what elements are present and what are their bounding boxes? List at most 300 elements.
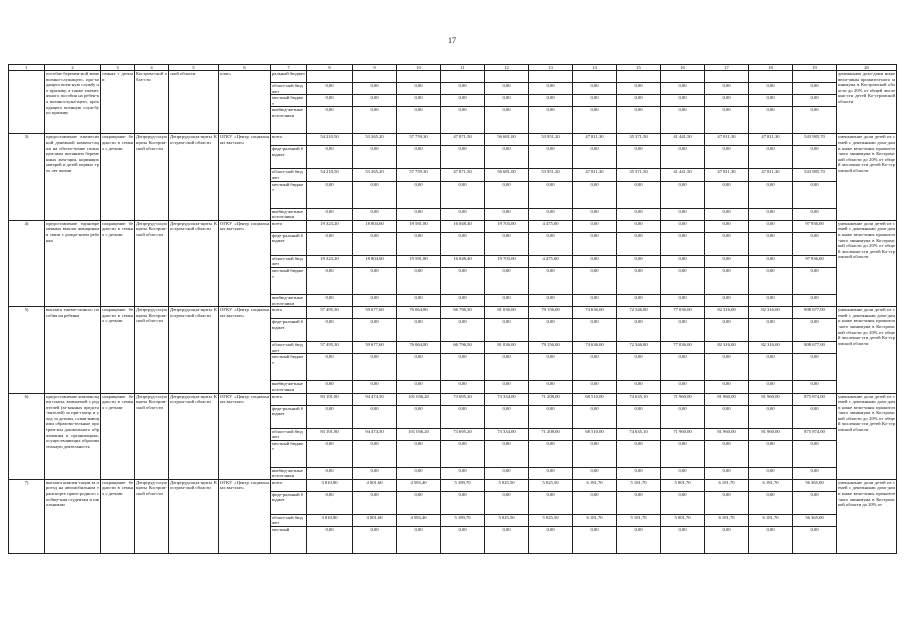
executor: Депртрудсоцза-щиты Костром-ской области (169, 479, 219, 553)
page-number: 17 (448, 36, 456, 45)
amount-cell: 19 581,80 (397, 220, 441, 232)
amount-cell: 0,00 (353, 208, 397, 220)
amount-cell: 0,00 (573, 181, 617, 208)
amount-cell: 0,00 (793, 267, 837, 294)
amount-cell: 0,00 (353, 294, 397, 306)
amount-cell: 5 025,50 (529, 514, 573, 526)
amount-cell (617, 71, 661, 83)
funding-source: местный бюджет (271, 267, 307, 294)
amount-cell: 53 951,20 (529, 169, 573, 181)
amount-cell: 0,00 (397, 267, 441, 294)
amount-cell: 0,00 (441, 491, 485, 514)
amount-cell: 0,00 (353, 95, 397, 107)
amount-cell: 0,00 (529, 95, 573, 107)
amount-cell: 74 635,10 (617, 393, 661, 405)
amount-cell: 0,00 (573, 267, 617, 294)
amount-cell: 0,00 (485, 181, 529, 208)
amount-cell: 0,00 (441, 405, 485, 428)
amount-cell: 0,00 (705, 354, 749, 381)
amount-cell: 0,00 (749, 405, 793, 428)
amount-cell: 0,00 (573, 146, 617, 169)
measure-name: выплата компен-сации за проезд на автомобильном транспорте приго-родного сообще-ния студентам и школьникам (45, 479, 101, 553)
amount-cell: 0,00 (529, 467, 573, 479)
measure-name: предоставление компенсации платы, взимаемой с родителей (за-конных предста-вителей) за при-смотр и уход за детьми, осваи-вающими образова-тельные програм-мы дошкольного образования в организациях, осуществляющих образовательную деятельность (45, 393, 101, 479)
amount-cell: 77 036,00 (661, 342, 705, 354)
amount-cell: 19 703,00 (485, 255, 529, 267)
amount-cell: 0,00 (397, 527, 441, 554)
amount-cell: 0,00 (353, 232, 397, 255)
funding-source: местный бюджет (271, 181, 307, 208)
amount-cell: 0,00 (661, 354, 705, 381)
amount-cell (661, 71, 705, 83)
amount-cell: 0,00 (353, 181, 397, 208)
amount-cell: 0,00 (353, 491, 397, 514)
funding-source: феде-ральный бюджет (271, 405, 307, 428)
amount-cell: 0,00 (397, 208, 441, 220)
amount-cell: 0,00 (705, 267, 749, 294)
amount-cell: 0,00 (441, 267, 485, 294)
amount-cell: 0,00 (397, 467, 441, 479)
amount-cell: 0,00 (485, 440, 529, 467)
amount-cell (397, 71, 441, 83)
recipient: ОГКУ «Центр социальных вы-плат» (219, 134, 271, 220)
amount-cell: 0,00 (485, 491, 529, 514)
amount-cell: 72 346,80 (617, 307, 661, 319)
amount-cell: 94 474,50 (353, 393, 397, 405)
amount-cell: 0,00 (793, 232, 837, 255)
column-number: 13 (529, 65, 573, 71)
amount-cell: 0,00 (661, 405, 705, 428)
amount-cell: 0,00 (441, 181, 485, 208)
amount-cell: 0,00 (397, 294, 441, 306)
amount-cell: 5 189,70 (441, 514, 485, 526)
column-number: 8 (307, 65, 353, 71)
amount-cell: 0,00 (573, 255, 617, 267)
amount-cell: 0,00 (661, 294, 705, 306)
amount-cell: 0,00 (307, 354, 353, 381)
amount-cell: 74 636,00 (573, 307, 617, 319)
column-number: 6 (219, 65, 271, 71)
amount-cell: 6 181,70 (573, 479, 617, 491)
row-number: 4) (9, 220, 45, 306)
amount-cell: 0,00 (485, 405, 529, 428)
amount-cell: 74 635,10 (617, 428, 661, 440)
funding-source: всего (271, 307, 307, 319)
amount-cell: 3 810,80 (307, 479, 353, 491)
amount-cell: 47 871,50 (441, 134, 485, 146)
amount-cell: 0,00 (661, 255, 705, 267)
amount-cell: 0,00 (441, 208, 485, 220)
column-number: 10 (397, 65, 441, 71)
amount-cell: 97 936,00 (793, 220, 837, 232)
amount-cell: 5 001,70 (661, 479, 705, 491)
amount-cell: 0,00 (485, 232, 529, 255)
amount-cell: 0,00 (485, 83, 529, 95)
amount-cell: 41 441,50 (661, 134, 705, 146)
amount-cell: 57 495,30 (307, 307, 353, 319)
table-row (9, 71, 897, 83)
column-number: 18 (749, 65, 793, 71)
amount-cell (529, 71, 573, 83)
amount-cell: 0,00 (307, 440, 353, 467)
amount-cell: 0,00 (705, 181, 749, 208)
amount-cell: 97 936,00 (793, 255, 837, 267)
amount-cell: 0,00 (661, 491, 705, 514)
amount-cell: 59 677,60 (353, 307, 397, 319)
amount-cell: 0,00 (529, 405, 573, 428)
program-table (8, 64, 897, 554)
amount-cell: 0,00 (441, 467, 485, 479)
amount-cell: 0,00 (307, 181, 353, 208)
amount-cell: 0,00 (617, 319, 661, 342)
funding-source: внебюд-жетные источ-ники (271, 467, 307, 479)
amount-cell: 56 365,00 (793, 479, 837, 491)
amount-cell: 0,00 (793, 208, 837, 220)
amount-cell: 83 101,80 (307, 393, 353, 405)
funding-source: всего (271, 134, 307, 146)
amount-cell: 5 025,50 (529, 479, 573, 491)
amount-cell: 4 475,00 (529, 220, 573, 232)
amount-cell: 0,00 (749, 255, 793, 267)
responsible-org: Депртруд-соцзащиты Костром-ской обла-сти (135, 220, 169, 306)
amount-cell: 0,00 (617, 83, 661, 95)
amount-cell: 0,00 (307, 527, 353, 554)
amount-cell: 71 960,00 (661, 393, 705, 405)
amount-cell: 808 677,00 (793, 307, 837, 319)
amount-cell: 0,00 (749, 146, 793, 169)
amount-cell (749, 71, 793, 83)
amount-cell: 0,00 (749, 83, 793, 95)
table-row (9, 479, 897, 491)
recipient: ОГКУ «Центр социальных вы-плат» (219, 479, 271, 553)
amount-cell: 0,00 (529, 491, 573, 514)
amount-cell: 57 759,30 (397, 169, 441, 181)
amount-cell: 0,00 (749, 527, 793, 554)
expected-result: уменьшение доли детей из семей с денежными дохо-дами ниже вели-чины прожиточ-ного минимума в Костромской области до 20% от (837, 479, 897, 553)
amount-cell: 0,00 (353, 267, 397, 294)
amount-cell: 0,00 (397, 354, 441, 381)
expected-result: денежными дохо-дами ниже вели-чины прожиточ-ного минимума в Костромской области до 20% от общей численно-сти детей Ко-стромской области (837, 71, 897, 134)
amount-cell: 0,00 (397, 405, 441, 428)
amount-cell: 73 334,00 (485, 428, 529, 440)
amount-cell: 0,00 (353, 527, 397, 554)
amount-cell: 0,00 (441, 95, 485, 107)
amount-cell: 74 636,00 (573, 342, 617, 354)
amount-cell: 0,00 (793, 181, 837, 208)
amount-cell: 0,00 (705, 467, 749, 479)
amount-cell: 0,00 (307, 232, 353, 255)
amount-cell: 54 210,50 (307, 134, 353, 146)
amount-cell: 0,00 (661, 467, 705, 479)
amount-cell: 0,00 (705, 294, 749, 306)
responsible-org: Депртруд-соцзащиты Костром-ской обла-сти (135, 479, 169, 553)
column-number: 14 (573, 65, 617, 71)
amount-cell: 0,00 (529, 440, 573, 467)
funding-source: феде-ральный бюджет (271, 319, 307, 342)
amount-cell: 0,00 (353, 107, 397, 134)
measure-goal: сокращение бедности в семьях с детьми (101, 134, 135, 220)
row-number: 6) (9, 393, 45, 479)
amount-cell: 0,00 (617, 491, 661, 514)
amount-cell: 875 874,00 (793, 428, 837, 440)
amount-cell: 0,00 (397, 146, 441, 169)
amount-cell: 0,00 (793, 294, 837, 306)
amount-cell: 0,00 (397, 381, 441, 393)
amount-cell: 0,00 (749, 354, 793, 381)
amount-cell: 0,00 (573, 467, 617, 479)
amount-cell: 0,00 (793, 440, 837, 467)
column-number: 5 (169, 65, 219, 71)
responsible-org: Костром-ской обла-сти (135, 71, 169, 134)
amount-cell: 0,00 (617, 440, 661, 467)
amount-cell: 0,00 (749, 232, 793, 255)
responsible-org: Депртруд-соцзащиты Костром-ской обла-сти (135, 393, 169, 479)
measure-goal: сокращение бедности в семьях с детьми (101, 479, 135, 553)
amount-cell: 4 475,00 (529, 255, 573, 267)
column-number: 7 (271, 65, 307, 71)
amount-cell: 66 796,50 (441, 307, 485, 319)
amount-cell (793, 71, 837, 83)
amount-cell: 47 811,30 (749, 134, 793, 146)
amount-cell: 56 365,00 (793, 514, 837, 526)
amount-cell: 0,00 (661, 95, 705, 107)
measure-goal: семьях с детьми (101, 71, 135, 134)
amount-cell: 35 371,50 (617, 169, 661, 181)
amount-cell: 0,00 (705, 107, 749, 134)
amount-cell: 0,00 (573, 95, 617, 107)
amount-cell: 0,00 (793, 146, 837, 169)
amount-cell: 0,00 (307, 319, 353, 342)
amount-cell: 0,00 (485, 107, 529, 134)
amount-cell: 18 804,60 (353, 220, 397, 232)
amount-cell: 0,00 (307, 267, 353, 294)
amount-cell: 0,00 (485, 208, 529, 220)
amount-cell: 0,00 (485, 467, 529, 479)
funding-source: всего (271, 479, 307, 491)
amount-cell: 0,00 (617, 220, 661, 232)
amount-cell: 73 334,00 (485, 393, 529, 405)
column-number: 11 (441, 65, 485, 71)
expected-result: уменьшение доли детей из семей с денежными дохо-дами ниже вели-чины прожиточ-ного минимума в Костромской области до 20% от общей численно-сти детей Ко-стромской области (837, 134, 897, 220)
row-number: 5) (9, 307, 45, 393)
amount-cell: 73 695,20 (441, 393, 485, 405)
amount-cell: 16 048,40 (441, 220, 485, 232)
amount-cell: 0,00 (705, 319, 749, 342)
amount-cell: 81 036,00 (485, 342, 529, 354)
amount-cell: 71 960,00 (661, 428, 705, 440)
amount-cell: 0,00 (793, 467, 837, 479)
amount-cell: 0,00 (529, 354, 573, 381)
table-row (9, 307, 897, 319)
expected-result: уменьшение доли детей из семей с денежными дохо-дами ниже вели-чины прожиточ-ного минимума в Костромской области до 20% от общей численно-сти детей Ко-стромской области (837, 393, 897, 479)
column-number: 1 (9, 65, 45, 71)
funding-source: феде-ральный бюджет (271, 232, 307, 255)
amount-cell: 0,00 (705, 83, 749, 95)
amount-cell: 0,00 (485, 527, 529, 554)
amount-cell: 53 265,20 (353, 169, 397, 181)
amount-cell: 81 960,00 (749, 428, 793, 440)
amount-cell: 0,00 (353, 381, 397, 393)
amount-cell: 83 101,80 (307, 428, 353, 440)
amount-cell: 0,00 (617, 267, 661, 294)
amount-cell: 0,00 (485, 381, 529, 393)
amount-cell (441, 71, 485, 83)
responsible-org: Депртруд-соцзащиты Костром-ской обла-сти (135, 134, 169, 220)
amount-cell: 0,00 (573, 440, 617, 467)
amount-cell: 0,00 (749, 294, 793, 306)
amount-cell: 0,00 (573, 381, 617, 393)
amount-cell: 0,00 (529, 107, 573, 134)
amount-cell: 68 510,00 (573, 393, 617, 405)
amount-cell: 0,00 (573, 83, 617, 95)
funding-source: феде-ральный бюджет (271, 146, 307, 169)
amount-cell: 0,00 (705, 491, 749, 514)
amount-cell: 82 316,00 (705, 307, 749, 319)
amount-cell: 0,00 (573, 354, 617, 381)
amount-cell: 0,00 (485, 267, 529, 294)
amount-cell: 0,00 (529, 83, 573, 95)
amount-cell: 53 265,20 (353, 134, 397, 146)
amount-cell: 35 371,50 (617, 134, 661, 146)
amount-cell: 5 181,70 (617, 514, 661, 526)
amount-cell (485, 71, 529, 83)
amount-cell: 0,00 (705, 95, 749, 107)
amount-cell: 6 181,70 (573, 514, 617, 526)
amount-cell: 0,00 (793, 83, 837, 95)
amount-cell: 0,00 (617, 232, 661, 255)
amount-cell: 0,00 (573, 220, 617, 232)
amount-cell: 0,00 (529, 294, 573, 306)
amount-cell: 0,00 (573, 232, 617, 255)
amount-cell: 4 001,60 (353, 514, 397, 526)
amount-cell: 0,00 (397, 232, 441, 255)
amount-cell: 71 208,00 (529, 393, 573, 405)
amount-cell: 0,00 (573, 527, 617, 554)
amount-cell: 0,00 (485, 354, 529, 381)
amount-cell: 0,00 (441, 319, 485, 342)
amount-cell: 0,00 (529, 267, 573, 294)
amount-cell: 101 036,20 (397, 393, 441, 405)
amount-cell: 19 323,20 (307, 220, 353, 232)
amount-cell: 5 189,70 (441, 479, 485, 491)
amount-cell (705, 71, 749, 83)
amount-cell: 0,00 (617, 405, 661, 428)
amount-cell: 0,00 (793, 319, 837, 342)
measure-name: выплата ежеме-сячного пособия на ребенка (45, 307, 101, 393)
amount-cell: 0,00 (661, 440, 705, 467)
amount-cell: 0,00 (617, 95, 661, 107)
amount-cell: 0,00 (573, 107, 617, 134)
amount-cell: 0,00 (397, 181, 441, 208)
amount-cell: 76 064,80 (397, 307, 441, 319)
measure-goal: сокращение бедности в семьях с детьми (101, 307, 135, 393)
amount-cell: 0,00 (617, 181, 661, 208)
amount-cell: 0,00 (307, 491, 353, 514)
amount-cell: 0,00 (793, 381, 837, 393)
row-number: 7) (9, 479, 45, 553)
amount-cell: 543 985,70 (793, 134, 837, 146)
funding-source: феде-ральный бюджет (271, 491, 307, 514)
executor: Депртрудсоцза-щиты Костром-ской области (169, 307, 219, 393)
funding-source: местный (271, 527, 307, 554)
recipient: ОГКУ «Центр социальных вы-плат» (219, 307, 271, 393)
amount-cell: 0,00 (793, 354, 837, 381)
amount-cell: 0,00 (793, 95, 837, 107)
amount-cell: 0,00 (661, 527, 705, 554)
amount-cell: 808 677,00 (793, 342, 837, 354)
column-number: 19 (793, 65, 837, 71)
amount-cell: 0,00 (441, 107, 485, 134)
table-row (9, 393, 897, 405)
amount-cell: 0,00 (353, 354, 397, 381)
amount-cell: 79 156,00 (529, 307, 573, 319)
column-number: 15 (617, 65, 661, 71)
amount-cell: 47 871,50 (441, 169, 485, 181)
amount-cell: 81 036,00 (485, 307, 529, 319)
funding-source: внебюд-жетные источ-ники (271, 294, 307, 306)
funding-source: ральный бюджет (271, 71, 307, 83)
amount-cell: 0,00 (705, 381, 749, 393)
amount-cell: 0,00 (749, 467, 793, 479)
amount-cell: 59 677,60 (353, 342, 397, 354)
amount-cell: 0,00 (397, 95, 441, 107)
amount-cell: 47 811,30 (749, 169, 793, 181)
funding-source: местный бюджет (271, 95, 307, 107)
amount-cell: 0,00 (307, 95, 353, 107)
amount-cell: 0,00 (485, 319, 529, 342)
amount-cell: 0,00 (353, 146, 397, 169)
amount-cell: 875 874,00 (793, 393, 837, 405)
row-number (9, 71, 45, 134)
amount-cell: 0,00 (749, 267, 793, 294)
amount-cell: 53 951,20 (529, 134, 573, 146)
amount-cell: 0,00 (353, 440, 397, 467)
amount-cell: 0,00 (307, 146, 353, 169)
amount-cell: 0,00 (705, 232, 749, 255)
amount-cell: 72 346,80 (617, 342, 661, 354)
amount-cell: 0,00 (529, 208, 573, 220)
amount-cell: 0,00 (529, 232, 573, 255)
amount-cell: 0,00 (793, 107, 837, 134)
amount-cell: 0,00 (307, 381, 353, 393)
amount-cell: 0,00 (573, 405, 617, 428)
amount-cell: 56 681,00 (485, 134, 529, 146)
amount-cell: 18 804,60 (353, 255, 397, 267)
measure-name: предоставление единовременных выплат женщинам в связи с рожде-нием ребенка (45, 220, 101, 306)
funding-source: местный бюджет (271, 440, 307, 467)
column-number: 16 (661, 65, 705, 71)
column-number: 3 (101, 65, 135, 71)
amount-cell: 19 703,00 (485, 220, 529, 232)
amount-cell: 0,00 (529, 181, 573, 208)
amount-cell: 0,00 (661, 181, 705, 208)
executor: Депртрудсоцза-щиты Костром-ской области (169, 134, 219, 220)
amount-cell: 47 811,30 (573, 134, 617, 146)
amount-cell: 0,00 (661, 319, 705, 342)
amount-cell: 81 960,00 (705, 393, 749, 405)
funding-source: внебюд-жетные источ-ники (271, 107, 307, 134)
amount-cell: 0,00 (307, 83, 353, 95)
amount-cell: 76 064,80 (397, 342, 441, 354)
column-number: 2 (45, 65, 101, 71)
amount-cell: 0,00 (397, 319, 441, 342)
amount-cell: 0,00 (749, 440, 793, 467)
amount-cell: 79 156,00 (529, 342, 573, 354)
amount-cell: 82 316,00 (705, 342, 749, 354)
amount-cell: 0,00 (661, 232, 705, 255)
expected-result: уменьшение доли детей из семей с денежными дохо-дами ниже вели-чины прожиточ-ного минимума в Костромской области до 20% от общей численно-сти детей Ко-стромской области (837, 307, 897, 393)
recipient: ОГКУ «Центр социальных вы-плат» (219, 220, 271, 306)
